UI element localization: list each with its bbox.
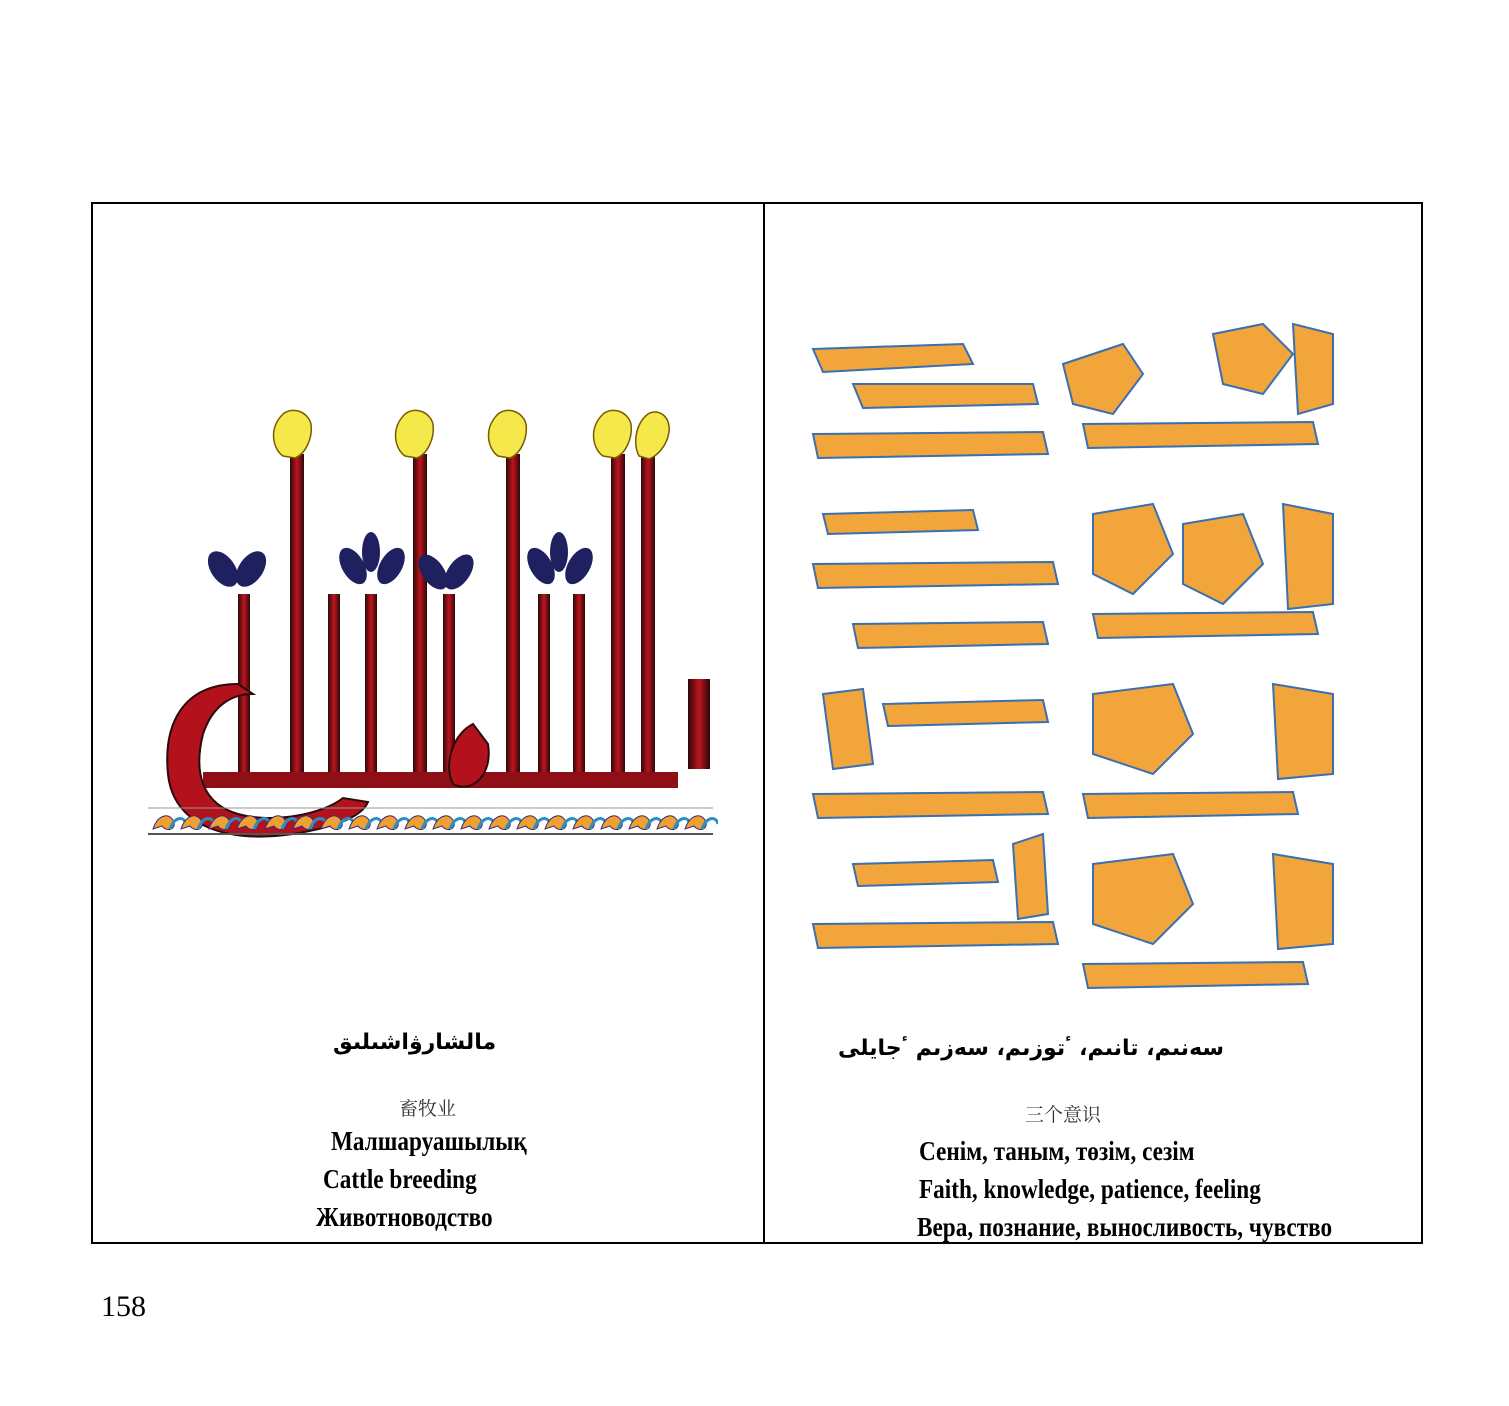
left-english-caption: Cattle breeding (323, 1164, 477, 1194)
two-panel-table (91, 202, 1423, 1244)
decorative-border (148, 804, 718, 840)
right-english-caption: Faith, knowledge, patience, feeling (919, 1174, 1261, 1204)
panel-divider (763, 204, 765, 1242)
page-number: 158 (101, 1290, 146, 1323)
right-russian-caption: Вера, познание, выносливость, чувство (917, 1212, 1333, 1242)
three-awareness-calligraphy (793, 304, 1353, 1004)
left-kazakh-caption: Малшаруашылық (331, 1126, 527, 1156)
left-chinese-caption: 畜牧业 (399, 1098, 457, 1120)
left-arabic-caption: مالشارۋاشىلىق (333, 1030, 497, 1055)
right-kazakh-caption: Сенім, таным, төзім, сезім (919, 1136, 1195, 1166)
left-russian-caption: Животноводство (316, 1202, 493, 1232)
right-chinese-caption: 三个意识 (1025, 1104, 1102, 1126)
right-arabic-caption: سەنىم، تانىم، ٴتوزىم، سەزىم ٴجايلى (838, 1036, 1225, 1061)
cattle-breeding-calligraphy (143, 394, 723, 854)
